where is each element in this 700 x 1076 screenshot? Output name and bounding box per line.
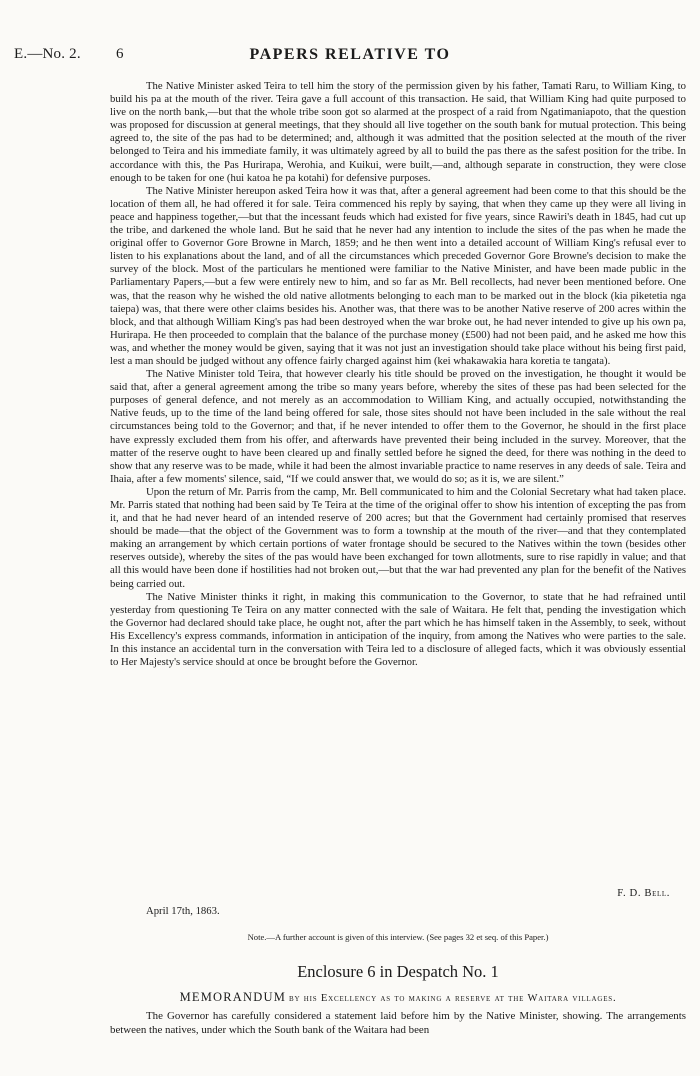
enclosure-heading: Enclosure 6 in Despatch No. 1 [297,962,499,981]
memorandum-body [110,80,686,669]
paragraph: The Native Minister hereupon asked Teira how it was that, after a general agreement had been come to that this should be the location of them all, he had offered it for sale. Teira commenced his reply by saying, that when they came up they were all living in peace and happiness together,—but that the incessant feuds which had existed for five years, since Rawiri's death in 1845, had cut up the tribe, and darkened the whole land. But he said that he never had any intention to include the sites of the pas when he made the original offer to Governor Gore Browne in March, 1859; and he then went into a detailed account of William King's refusal ever to listen to his explanations about the land, and of all the circumstances which preceded Governor Gore Browne's decision to make the survey of the block. Most of the particulars he mentioned were familiar to the Native Minister, and have been made public in the Parliamentary Papers,—but a few were entirely new to him, and so far as Mr. Bell recollects, had never been mentioned before. One was, that the reason why he wished the old native allotments belonging to each man to be marked out in the block (kia piketetia nga taiepa) was, that there were other claims besides his. Another was, that there was to be another Native reserve of 200 acres within the block, and that although William King's pas had been destroyed when the war broke out, he had never intended to give up his own pa, Hurirapa. He then proceeded to complain that the balance of the purchase money (£500) had not been paid, and he asked me how this was, and whether the money would be given, saying that it was not just an investigation should take place without his being first paid, lest a man should be judged without any offence fairly charged against him (kei whakawakia hara koretia te tangata). [110,184,686,367]
memorandum-heading-lead: MEMORANDUM [179,990,287,1004]
paper-reference: E.—No. 2. [14,46,81,62]
page-number: 6 [116,46,124,62]
paragraph: Upon the return of Mr. Parris from the camp, Mr. Bell communicated to him and the Colonial Secretary what had taken place. Mr. Parris stated that nothing had been said by Te Teira at the time of the original offer to show his intention of excepting the pas from it, and that he had never heard of an intended reserve of 200 acres; but that the Government had certainly promised that reserves should be made—that the object of the Government was to form a township at the mouth of the river—and that they contemplated making an arrangement by which certain portions of water frontage should be secured to the Natives within the town (besides other reserves outside), whereby the sites of the pas would have been exchanged for town allotments, sure to rise rapidly in value; and that all this would have been done if hostilities had not broken out,—but that the war had prevented any plan for the benefit of the Natives being carried out. [110,485,686,590]
document-date: April 17th, 1863. [146,905,220,917]
paragraph: The Native Minister thinks it right, in making this communication to the Governor, to state that he had refrained until yesterday from questioning Te Teira on any matter connected with the sale of Waitara. He felt that, pending the investigation which the Governor had declared should take place, he ought not, after the part which he has himself taken in the Assembly, to seek, without His Excellency's express commands, information in anticipation of the inquiry, from among the Natives who were parties to the sale. In this instance an accidental turn in the conversation with Teira led to a disclosure of alleged facts, which it was obviously essential to Her Majesty's service should at once be brought before the Governor. [110,590,686,669]
running-title: PAPERS RELATIVE TO [249,46,451,63]
running-header [0,46,700,70]
paragraph: The Native Minister told Teira, that however clearly his title should be proved on the investigation, he thought it would be said that, after a general agreement among the tribe so many years before, whereby the sites of these pas had been selected for the purposes of general defence, and not merely as an accommodation to William King, and actually occupied, notwithstanding the Native feuds, up to the time of the land being offered for sale, those sites should not have been included in the sale without the real circumstances being told to the Governor; and that, if he never intended to offer them to the Governor, he should in the first place have expressly excluded them from his offer, and afterwards have prevented their being included in the survey. Moreover, that the matter of the reserve ought to have been cleared up and finally settled before he signed the deed, for there was nothing in the deed to show that any reserve was to be made, while it had been the almost invariable practice to name reserves in any deeds of sale. Teira and Ihaia, after a few moments' silence, said, “If we could answer that, we would do so; as it is, we are silent.” [110,368,686,485]
signatory-name: F. D. Bell. [617,887,670,899]
editorial-note: Note.—A further account is given of this interview. (See pages 32 et seq. of this Paper.) [247,932,549,942]
paragraph: The Native Minister asked Teira to tell him the story of the permission given by his father, Tamati Raru, to William King, to build his pa at the mouth of the river. Teira gave a full account of this transaction. He said, that William King had quite purposed to live on the north bank,—but that the whole tribe soon got so alarmed at the prospect of a raid from Ngatimaniapoto, that the question was proposed for discussion at general meetings, that they should all live together on the south bank for mutual protection. This being agreed to, the site of the pas had to be determined; and, although it was admitted that the position selected at the mouth of the river belonged to Teira and his immediate family, it was ultimately agreed by all to build the pas there as the safest position for the tribe. In accordance with this, the Pas Hurirapa, Werohia, and Kuikui, were built,—and, although separate in construction, they were close enough to be taken for one (hui katoa he pa kotahi) for defensive purposes. [110,80,686,184]
memorandum-text [110,1010,686,1037]
memorandum-heading-rest: by his Excellency as to making a reserve at the Waitara villages. [288,993,617,1004]
memorandum-heading [110,990,686,1005]
paragraph: The Governor has carefully considered a statement laid before him by the Native Minister, showing. The arrangements between the natives, under which the South bank of the Waitara had been [110,1010,686,1036]
